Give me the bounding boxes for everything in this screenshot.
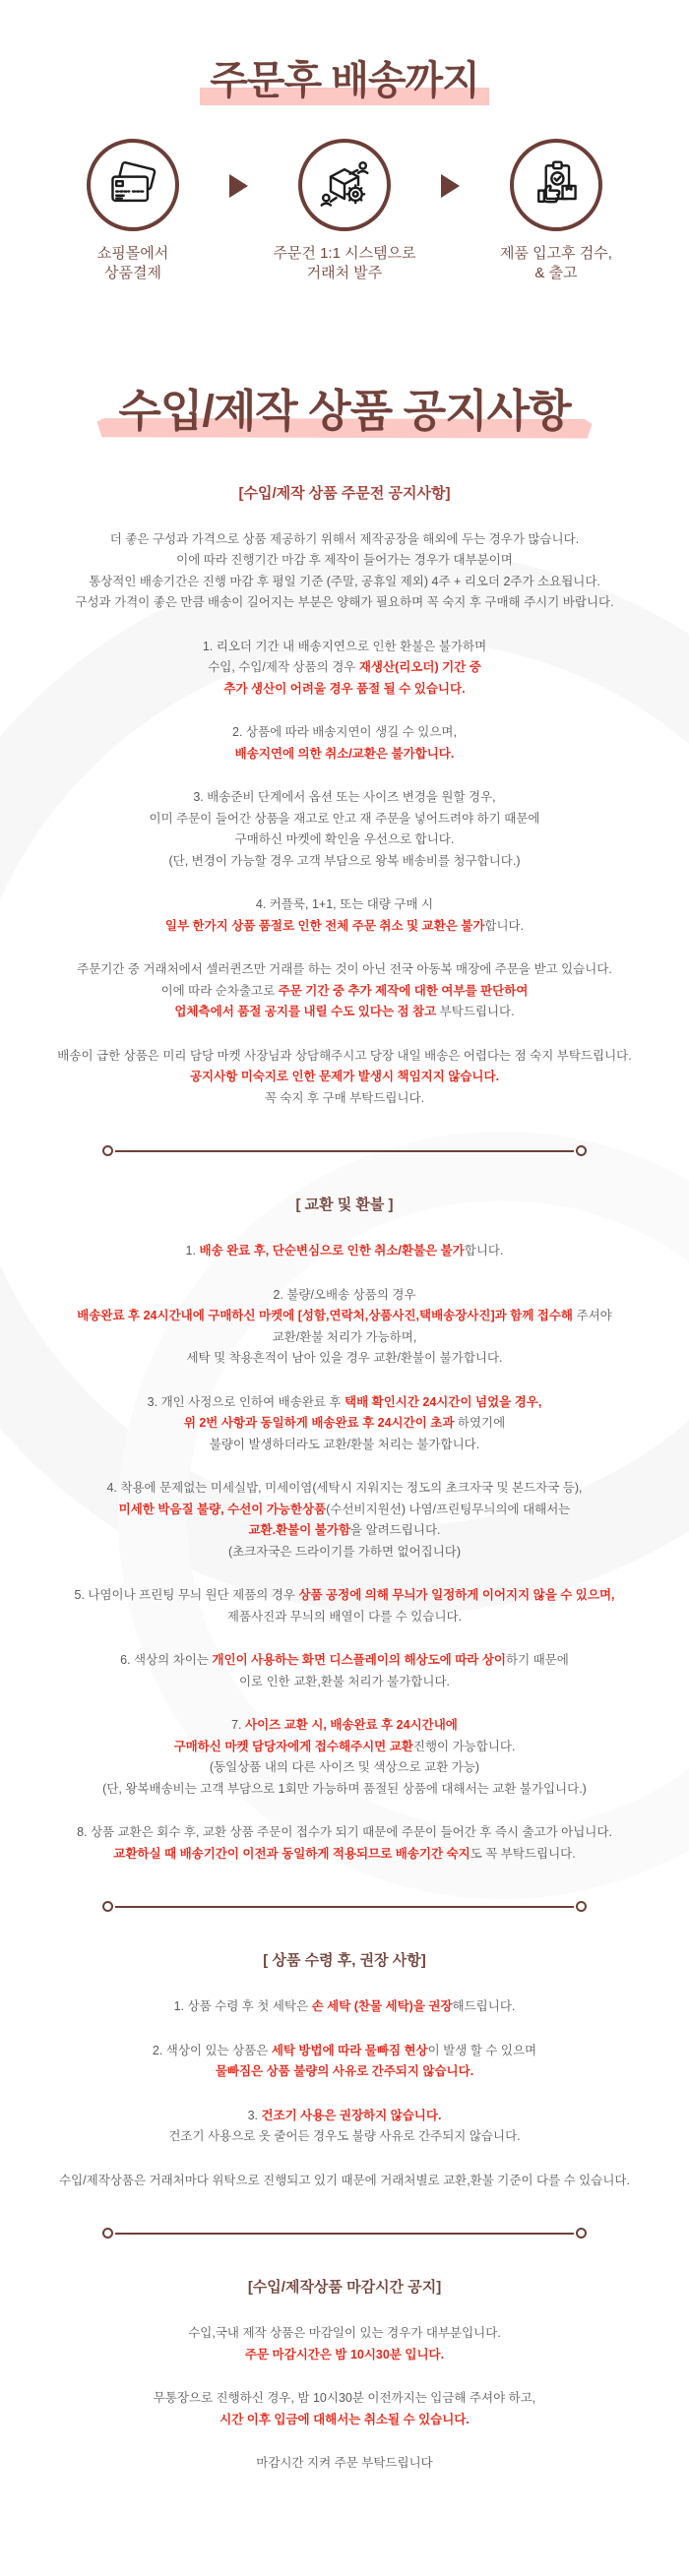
notice-text: 교환/환불 처리가 가능하며,	[272, 1329, 417, 1344]
notice-text: 이에 따라 진행기간 마감 후 제작이 들어가는 경우가 대부분이며	[176, 553, 513, 567]
notice-text: 4. 착용에 문제없는 미세실밥, 미세이염(세탁시 지워지는 정도의 초크자국 및 본드자국 등),	[106, 1481, 583, 1495]
page-title-text: 주문후 배송까지	[210, 59, 479, 102]
notice-text: 이로 인한 교환,환불 처리가 불가합니다.	[238, 1674, 451, 1688]
section-heading-after-receipt: [ 상품 수령 후, 권장 사항]	[263, 1952, 426, 1969]
notice-line	[20, 1779, 669, 1801]
notice-line	[20, 657, 669, 679]
notice-text: 수입, 수입/제작 상품의 경우	[208, 660, 359, 674]
notice-text: (단, 왕복배송비는 고객 부담으로 1회만 가능하며 품절된 상품에 대해서는 교환 불가입니다.)	[102, 1781, 587, 1796]
arrow-right-icon	[229, 174, 248, 198]
notice-text: 이 발생 할 수 있으며	[427, 2043, 537, 2057]
notice-line	[20, 722, 669, 744]
notice-emphasis-text: 상품 공정에 의해 무늬가 일정하게 이어지지 않을 수 있으며,	[298, 1588, 615, 1602]
notice-text: (수선비지원선) 나염/프린팅무늬의에 대해서는	[326, 1502, 571, 1516]
notice-text: 제품사진과 무늬의 배열이 다를 수 있습니다.	[226, 1609, 463, 1624]
notice-text: 도 꼭 부탁드립니다.	[470, 1846, 576, 1861]
section-divider	[115, 2233, 574, 2235]
notice-emphasis-text: 교환하실 때 배송기간이 이전과 동일하게 적용되므로 배송기간 숙지	[113, 1846, 470, 1861]
notice-line	[20, 2171, 669, 2192]
notice-line	[20, 1607, 669, 1628]
notice-emphasis-text: 배송완료 후 24시간내에 구매하신 마켓에 [성함,연락처,상품사진,택배송장사진]과 함께 접수해	[77, 1309, 574, 1322]
notice-line	[20, 2126, 669, 2148]
notice-text: 1. 리오더 기간 내 배송지연으로 인한 환불은 불가하며	[202, 639, 487, 653]
notice-paragraph	[20, 894, 669, 937]
step-label-line: 거래처 발주	[306, 265, 383, 282]
step-circle	[298, 139, 391, 231]
notice-text: 2. 색상이 있는 상품은	[152, 2043, 272, 2057]
notice-emphasis-text: 개인이 사용하는 화면 디스플레이의 해상도에 따라 상이	[212, 1653, 506, 1667]
notice-line	[20, 529, 669, 551]
notice-text: (단, 변경이 가능할 경우 고객 부담으로 왕복 배송비를 청구합니다.)	[168, 853, 521, 868]
notice-line	[20, 2388, 669, 2410]
notice-paragraph	[20, 2388, 669, 2430]
notice-text: 3. 배송준비 단계에서 옵션 또는 사이즈 변경을 원할 경우,	[193, 790, 496, 804]
notice-line	[20, 829, 669, 851]
notice-emphasis-text: 손 세탁 (찬물 세탁)을 권장	[311, 1999, 453, 2013]
notice-line	[20, 1715, 669, 1737]
notice-text: (동일상품 내의 다른 사이즈 및 색상으로 교환 가능)	[209, 1760, 480, 1774]
notice-text: 주문기간 중 거래처에서 셀러퀸즈만 거래를 하는 것이 아닌 전국 아동복 매장에 주문을 받고 있습니다.	[77, 962, 612, 976]
notice-paragraph	[20, 2453, 669, 2475]
notice-text: 합니다.	[464, 1244, 504, 1257]
notice-line	[20, 2041, 669, 2062]
notice-line	[20, 1844, 669, 1866]
notice-paragraph	[20, 1650, 669, 1692]
notice-emphasis-text: 사이즈 교환 시, 배송완료 후 24시간내에	[245, 1718, 458, 1732]
notice-emphasis-text: 배송지연에 의한 취소/교환은 불가합니다.	[234, 746, 455, 761]
order-to-delivery-title-wrap	[0, 0, 689, 105]
notice-emphasis-text: 주문 기간 중 추가 제작에 대한 여부를 판단하여	[278, 983, 529, 998]
notice-line	[20, 1285, 669, 1307]
notice-line	[20, 1241, 669, 1262]
notice-paragraph	[20, 722, 669, 765]
notice-text: 구매하신 마켓에 확인을 우선으로 합니다.	[234, 832, 455, 846]
notice-line	[20, 2061, 669, 2083]
section-heading-exchange-refund: [ 교환 및 환불 ]	[295, 1196, 394, 1213]
notice-emphasis-text: 세탁 방법에 따라 물빠짐 현상	[271, 2043, 428, 2057]
notice-paragraph	[20, 1585, 669, 1627]
notice-paragraph	[20, 1715, 669, 1800]
notice-line	[20, 1542, 669, 1564]
notice-paragraph	[20, 2041, 669, 2083]
notice-line	[20, 851, 669, 873]
section-main-title	[118, 375, 570, 439]
notice-line	[20, 787, 669, 809]
notice-paragraph	[20, 1285, 669, 1370]
notice-line	[20, 744, 669, 766]
notice-line	[20, 1306, 669, 1327]
notice-text: 더 좋은 구성과 가격으로 상품 제공하기 위해서 제작공장을 해외에 두는 경우가 많습니다.	[109, 531, 580, 546]
notice-paragraph	[20, 637, 669, 701]
section-main-title-text: 수입/제작 상품 공지사항	[118, 385, 571, 436]
section-heading-deadline-notice: [수입/제작상품 마감시간 공지]	[247, 2279, 442, 2296]
notice-emphasis-text: 시간 이후 입금에 대해서는 취소될 수 있습니다.	[219, 2412, 470, 2426]
notice-line	[20, 1520, 669, 1542]
notice-text: 합니다.	[484, 918, 525, 933]
notice-line	[20, 1413, 669, 1435]
notice-line	[20, 1737, 669, 1758]
notice-line	[20, 1002, 669, 1023]
notice-line	[20, 1327, 669, 1349]
notice-line	[20, 1650, 669, 1672]
notice-emphasis-text: 건조기 사용은 권장하지 않습니다.	[261, 2108, 442, 2122]
notice-line	[20, 1348, 669, 1370]
step-label	[97, 244, 168, 284]
notice-text: 진행이 가능합니다.	[412, 1739, 516, 1753]
notice-paragraph	[20, 1996, 669, 2018]
step-label-line: & 출고	[534, 265, 578, 282]
divider-ring-icon	[102, 1901, 113, 1912]
notice-emphasis-text: 구매하신 마켓 담당자에게 접수해주시면 교환	[173, 1739, 413, 1753]
notice-text: 3.	[247, 2108, 262, 2122]
notice-emphasis-text: 추가 생산이 어려울 경우 품절 될 수 있습니다.	[223, 681, 466, 696]
step-label-line: 쇼핑몰에서	[96, 245, 169, 262]
notice-emphasis-text: 공지사항 미숙지로 인한 문제가 발생시 책임지지 않습니다.	[189, 1070, 500, 1083]
notice-emphasis-text: 일부 한가지 상품 품절로 인한 전체 주문 취소 및 교환은 불가	[164, 918, 485, 933]
notice-line	[20, 809, 669, 830]
notice-text: 배송이 급한 상품은 미리 담당 마켓 사장님과 상담해주시고 당장 내일 배송은 어렵다는 점 숙지 부탁드립니다.	[57, 1048, 632, 1063]
notice-paragraph	[20, 1046, 669, 1110]
step-label	[500, 244, 612, 284]
notice-line	[20, 572, 669, 593]
notice-line	[20, 1996, 669, 2018]
notice-text: 꼭 숙지 후 구매 부탁드립니다.	[264, 1090, 425, 1105]
notice-line	[20, 1500, 669, 1521]
notice-text: 2. 상품에 따라 배송지연이 생길 수 있으며,	[232, 725, 457, 739]
step-circle	[87, 139, 179, 231]
notice-text: 해드립니다.	[452, 1999, 516, 2013]
notice-line	[20, 2345, 669, 2366]
divider-ring-icon	[576, 1145, 587, 1156]
notice-text: 하기 때문에	[506, 1653, 569, 1667]
notice-paragraph	[20, 529, 669, 614]
notice-line	[20, 1757, 669, 1779]
notice-text: 8. 상품 교환은 회수 후, 교환 상품 주문이 접수가 되기 때문에 주문이 들어간 후 즉시 출고가 아닙니다.	[77, 1825, 612, 1839]
notice-paragraph	[20, 959, 669, 1023]
notice-line	[20, 894, 669, 916]
notice-line	[20, 1392, 669, 1414]
notice-text: 이에 따라 순차출고로	[160, 983, 279, 998]
notice-text: (초크자국은 드라이기를 가하면 없어집니다)	[227, 1544, 462, 1559]
notice-text: 1. 상품 수령 후 첫 세탁은	[173, 1999, 312, 2013]
notice-emphasis-text: 위 2번 사항과 동일하게 배송완료 후 24시간이 초과	[183, 1416, 455, 1430]
notice-text: 7.	[231, 1718, 246, 1732]
page-title-order-to-delivery	[210, 49, 479, 105]
arrow-right-icon	[441, 174, 460, 198]
notice-paragraph	[20, 2106, 669, 2148]
notice-sections	[0, 482, 689, 2576]
notice-text: 건조기 사용으로 옷 줄어든 경우도 불량 사유로 간주되지 않습니다.	[168, 2129, 521, 2143]
notice-text: 3. 개인 사정으로 인하여 배송완료 후	[147, 1394, 344, 1409]
notice-text: 수입/제작상품은 거래처마다 위탁으로 진행되고 있기 때문에 거래처별로 교환,환불 기준이 다를 수 있습니다.	[59, 2173, 630, 2187]
order-process-steps	[0, 139, 689, 284]
step-label	[273, 244, 415, 284]
notice-line	[20, 1088, 669, 1110]
notice-paragraph	[20, 1478, 669, 1563]
import-production-notice-title-wrap	[0, 375, 689, 439]
notice-text: 5. 나염이나 프린팅 무늬 원단 제품의 경우	[74, 1588, 299, 1602]
order-system-icon	[317, 157, 372, 213]
notice-line	[20, 679, 669, 701]
section-divider	[115, 1906, 574, 1908]
notice-text: 을 알려드립니다.	[350, 1523, 441, 1537]
notice-text: 수입,국내 제작 상품은 마감일이 있는 경우가 대부분입니다.	[188, 2326, 501, 2340]
notice-line	[20, 981, 669, 1003]
step-label-line: 상품결제	[104, 265, 161, 282]
notice-paragraph	[20, 2323, 669, 2365]
divider-ring-icon	[102, 2228, 113, 2239]
notice-text: 세탁 및 착용흔적이 남아 있을 경우 교환/환불이 불가합니다.	[186, 1351, 503, 1365]
process-step-payment	[36, 139, 229, 284]
notice-text: 통상적인 배송기간은 진행 마감 후 평일 기준 (주말, 공휴일 제외) 4주 + 리오더 2주가 소요됩니다.	[89, 574, 600, 588]
notice-text: 무통장으로 진행하신 경우, 밤 10시30분 이전까지는 입금해 주셔야 하고,	[153, 2391, 536, 2405]
notice-line	[20, 959, 669, 981]
notice-line	[20, 592, 669, 614]
notice-line	[20, 550, 669, 572]
notice-text: 4. 커플룩, 1+1, 또는 대량 구매 시	[255, 897, 434, 911]
notice-text: 불량이 발생하더라도 교환/환불 처리는 불가합니다.	[209, 1437, 480, 1451]
notice-line	[20, 2410, 669, 2431]
notice-emphasis-text: 재생산(리오더) 기간 중	[358, 660, 481, 674]
notice-emphasis-text: 업체측에서 품절 공지를 내릴 수도 있다는 점 참고	[174, 1005, 437, 1018]
notice-paragraph	[20, 1822, 669, 1865]
notice-text: 이미 주문이 들어간 상품을 재고로 안고 재 주문을 넣어드려야 하기 때문에	[149, 811, 540, 826]
step-label-line: 주문건 1:1 시스템으로	[273, 245, 416, 262]
notice-text: 하였기에	[454, 1416, 506, 1430]
credit-card-icon	[105, 157, 160, 213]
step-circle	[510, 139, 602, 231]
notice-line	[20, 1585, 669, 1607]
notice-emphasis-text: 배송 완료 후, 단순변심으로 인한 취소/환불은 불가	[199, 1244, 465, 1257]
notice-emphasis-text: 교환.환불이 불가함	[248, 1523, 351, 1537]
notice-text: 1.	[185, 1244, 200, 1257]
notice-emphasis-text: 물빠짐은 상품 불량의 사유로 간주되지 않습니다.	[215, 2064, 474, 2078]
section-divider	[115, 1150, 574, 1152]
notice-emphasis-text: 미세한 박음질 불량, 수선이 가능한상품	[118, 1502, 327, 1516]
notice-line	[20, 1435, 669, 1456]
notice-paragraph	[20, 787, 669, 872]
divider-ring-icon	[576, 1901, 587, 1912]
notice-text: 부탁드립니다.	[436, 1005, 515, 1018]
process-step-inspection	[460, 139, 653, 284]
inspection-shipping-icon	[529, 157, 584, 213]
notice-line	[20, 916, 669, 938]
notice-line	[20, 2106, 669, 2127]
notice-text: 6. 색상의 차이는	[120, 1653, 213, 1667]
divider-ring-icon	[576, 2228, 587, 2239]
notice-emphasis-text: 택배 확인시간 24시간이 넘었을 경우,	[344, 1394, 542, 1409]
notice-text: 주셔야	[573, 1309, 612, 1322]
notice-line	[20, 1672, 669, 1693]
notice-line	[20, 2323, 669, 2345]
notice-line	[20, 1478, 669, 1500]
notice-line	[20, 2453, 669, 2475]
notice-paragraph	[20, 1392, 669, 1456]
notice-text: 마감시간 지켜 주문 부탁드립니다	[256, 2456, 433, 2470]
notice-line	[20, 1822, 669, 1844]
notice-paragraph	[20, 2171, 669, 2192]
divider-ring-icon	[102, 1145, 113, 1156]
process-step-order-system	[248, 139, 441, 284]
notice-line	[20, 1046, 669, 1068]
notice-emphasis-text: 주문 마감시간은 밤 10시30분 입니다.	[244, 2347, 445, 2361]
notice-line	[20, 637, 669, 658]
notice-line	[20, 1067, 669, 1088]
notice-paragraph	[20, 1241, 669, 1262]
step-label-line: 제품 입고후 검수,	[500, 245, 612, 262]
section-heading-pre-order-notice: [수입/제작 상품 주문전 공지사항]	[238, 484, 451, 502]
notice-text: 2. 불량/오배송 상품의 경우	[273, 1287, 416, 1302]
notice-text: 구성과 가격이 좋은 만큼 배송이 길어지는 부분은 양해가 필요하며 꼭 숙지 후 구매해 주시기 바랍니다.	[75, 595, 614, 609]
